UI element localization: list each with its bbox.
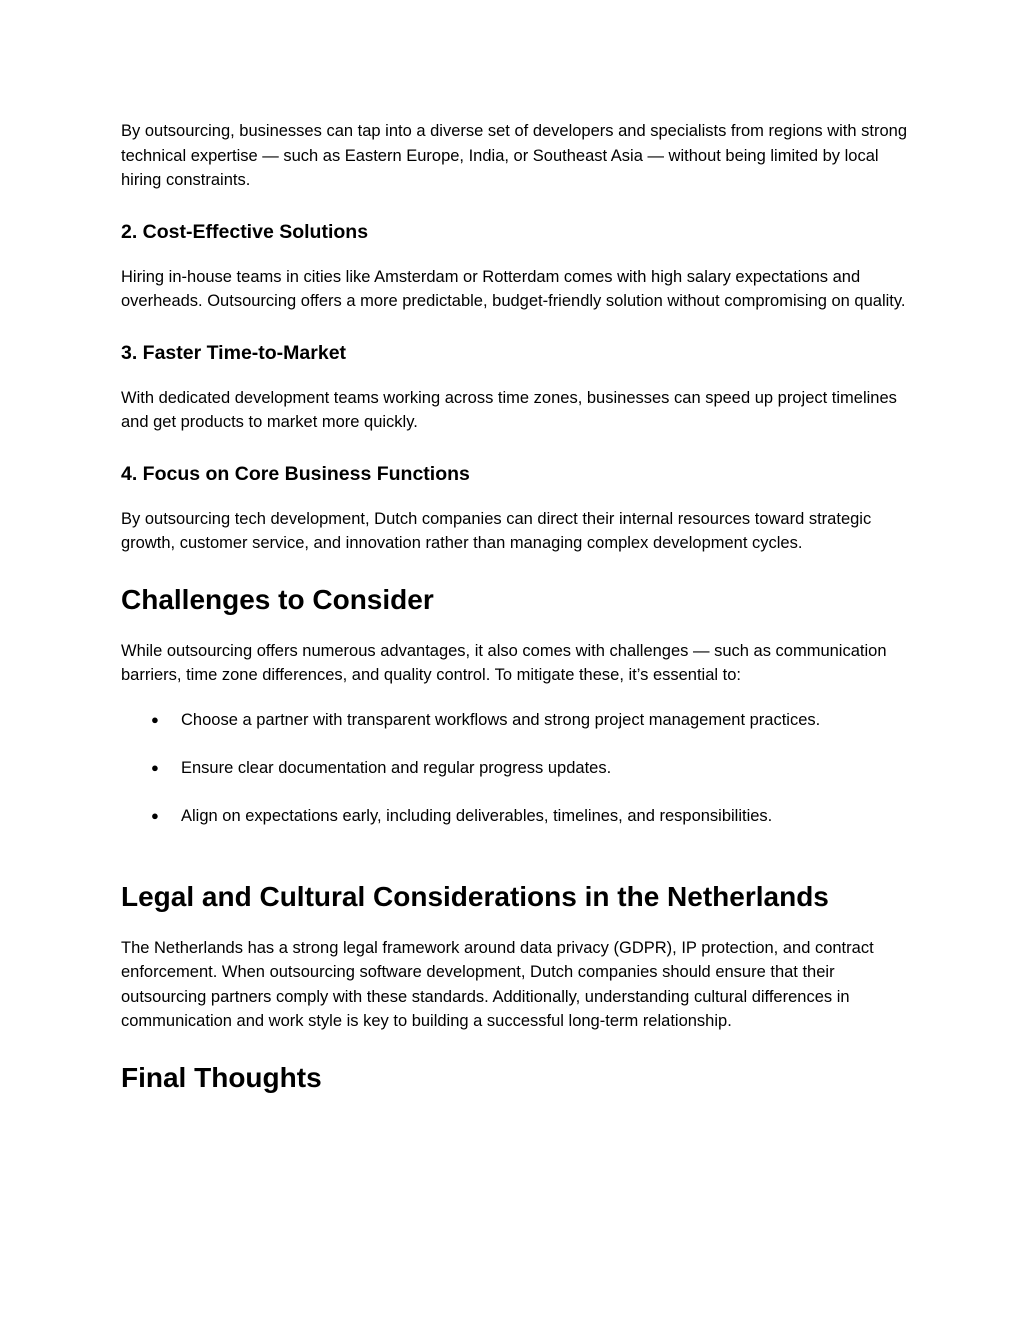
focus-core-business-paragraph: By outsourcing tech development, Dutch companies can direct their internal resources toward strategic growth, customer service, and innovation rather than managing complex development cycles. (121, 509, 872, 552)
intro-paragraph: By outsourcing, businesses can tap into a diverse set of developers and specialists from regions with strong technical expertise — such as Eastern Europe, India, or Southeast Asia — without being limited by local hiring constraints. (121, 122, 907, 189)
cost-effective-paragraph: Hiring in-house teams in cities like Amsterdam or Rotterdam comes with high salary expectations and overheads. Outsourcing offers a more predictable, budget-friendly solution without compromising on quality. (121, 267, 906, 310)
final-thoughts-heading: Final Thoughts (121, 1061, 322, 1093)
focus-core-business-heading: 4. Focus on Core Business Functions (121, 462, 470, 485)
legal-cultural-paragraph: The Netherlands has a strong legal framework around data privacy (GDPR), IP protection, and contract enforcement. When outsourcing software development, Dutch companies should ensure that their outsourcing partners comply with these standards. Additionally, understanding cultural differences in communication and work style is key to building a successful long-term relationship. (121, 938, 874, 1030)
faster-time-to-market-paragraph: With dedicated development teams working across time zones, businesses can speed up project timelines and get products to market more quickly. (121, 388, 897, 431)
challenges-heading: Challenges to Consider (121, 583, 434, 615)
list-item-text: Align on expectations early, including deliverables, timelines, and responsibilities. (181, 806, 773, 825)
bullet-icon: ● (151, 759, 159, 775)
bullet-icon: ● (151, 807, 159, 823)
list-item (121, 756, 911, 780)
list-item (121, 804, 911, 828)
bullet-icon: ● (151, 711, 159, 727)
document-page (121, 119, 911, 1095)
cost-effective-heading: 2. Cost-Effective Solutions (121, 220, 369, 243)
challenges-paragraph: While outsourcing offers numerous advantages, it also comes with challenges — such as communication barriers, time zone differences, and quality control. To mitigate these, it’s essential to: (121, 641, 887, 684)
list-item-text: Choose a partner with transparent workflows and strong project management practices. (181, 710, 821, 729)
list-item-text: Ensure clear documentation and regular progress updates. (181, 758, 612, 777)
challenges-list (121, 708, 911, 828)
legal-cultural-heading: Legal and Cultural Considerations in the Netherlands (121, 880, 829, 912)
list-item (121, 708, 911, 732)
faster-time-to-market-heading: 3. Faster Time-to-Market (121, 341, 347, 364)
